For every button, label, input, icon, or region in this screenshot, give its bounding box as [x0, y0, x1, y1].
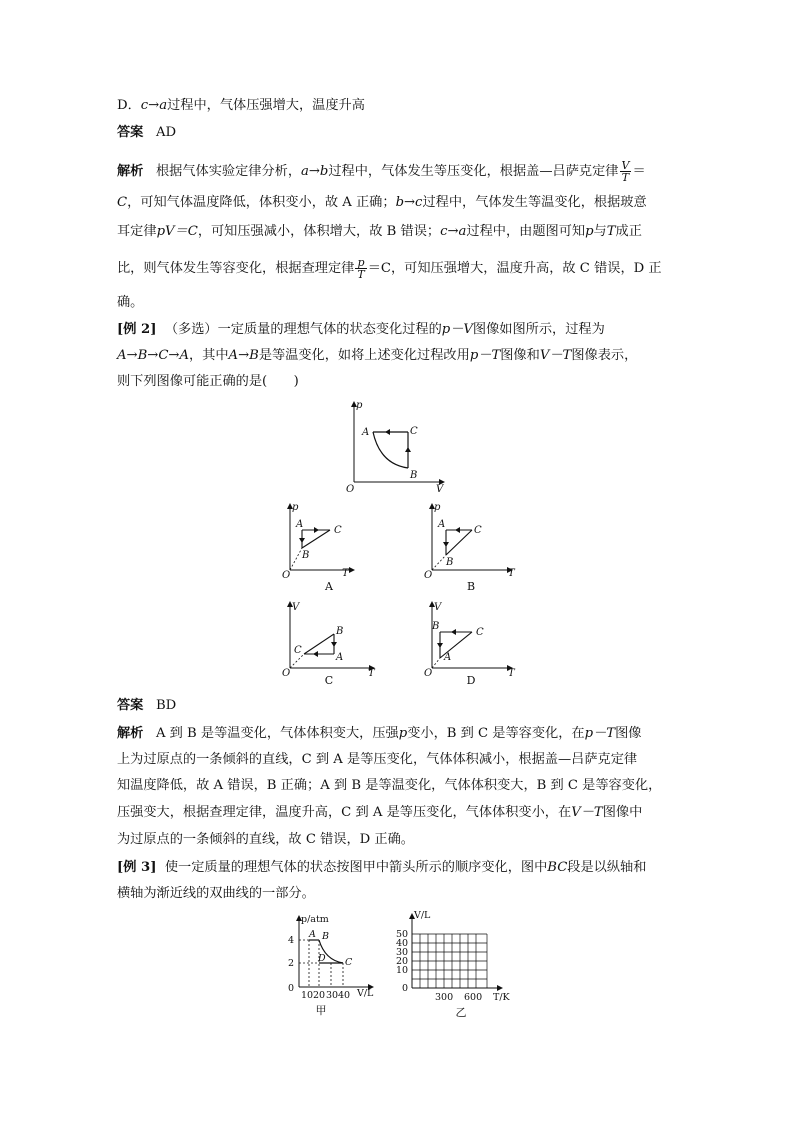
arrow-ca — [455, 527, 460, 533]
xlabel: T/K — [493, 992, 510, 1003]
label-3: A — [336, 652, 344, 663]
example-3-line-2: 横轴为渐近线的双曲线的一部分。 — [117, 886, 315, 901]
arrow-ba — [331, 642, 337, 647]
figure-option-b — [424, 500, 519, 581]
point-a: A — [309, 929, 316, 940]
ylabel: V/L — [414, 910, 431, 921]
analysis-2-line-4: 压强变大，根据查理定律，温度升高，C 到 A 是等压变化，气体体积变小，在V－T图像中 — [117, 805, 643, 820]
arrow-ac — [313, 651, 318, 657]
analysis-1-line-2: C，可知气体温度降低，体积变小，故 A 正确；b→c过程中，气体发生等温变化，根据玻意 — [117, 195, 647, 210]
xtick-10: 10 — [301, 990, 314, 1001]
arrow-ca — [314, 527, 319, 533]
origin-label: O — [282, 668, 291, 679]
grid — [412, 934, 487, 988]
label-2: C — [476, 627, 484, 638]
axis-label-p: p — [356, 400, 363, 411]
label-3: C — [474, 525, 482, 536]
ytick-2: 2 — [288, 958, 295, 969]
figure-option-c — [282, 598, 377, 679]
ytick-0: 0 — [288, 983, 295, 994]
arrow-b-to-c — [405, 447, 411, 452]
label-2: B — [446, 557, 454, 568]
analysis-2-line-1: 解析 A 到 B 是等温变化，气体体积变大，压强p变小，B 到 C 是等容变化，在p－T图像 — [117, 726, 642, 741]
option-d: D．c→a过程中，气体压强增大，温度升高 — [117, 98, 365, 113]
caption-b: B — [466, 580, 476, 593]
xlabel: V/L — [357, 988, 374, 999]
axis-label-v: V — [434, 602, 442, 613]
ytick-30: 30 — [396, 947, 409, 958]
point-c: C — [410, 426, 418, 437]
label-2: B — [336, 626, 344, 637]
dashed-extension — [290, 654, 304, 668]
answer-2: 答案 BD — [117, 698, 177, 713]
point-a: A — [362, 427, 370, 438]
figure-pv-main — [340, 398, 450, 493]
origin-label: O — [346, 484, 355, 495]
answer-1: 答案 AD — [117, 125, 177, 140]
example-3-line-1: [例 3] 使一定质量的理想气体的状态按图甲中箭头所示的顺序变化，图中BC段是以纵轴和 — [117, 860, 647, 875]
origin-label: O — [424, 570, 433, 581]
arrow-c-to-a — [385, 429, 390, 435]
point-c: C — [345, 957, 353, 968]
analysis-2-line-5: 为过原点的一条倾斜的直线，故 C 错误，D 正确。 — [117, 832, 414, 847]
label-3: A — [444, 652, 452, 663]
analysis-1-line-1: 解析 根据气体实验定律分析，a→b过程中，气体发生等压变化，根据盖—吕萨克定律 $\frac{V}{T}$ ＝ — [117, 159, 646, 184]
ytick-20: 20 — [396, 956, 409, 967]
label-1: A — [438, 519, 446, 530]
ylabel: p/atm — [301, 914, 329, 925]
analysis-2-line-2: 上为过原点的一条倾斜的直线，C 到 A 是等压变化，气体体积减小，根据盖—吕萨克定律 — [117, 752, 638, 767]
line-bc — [446, 530, 472, 555]
caption-a: A — [325, 580, 333, 593]
arrow-cb — [451, 629, 456, 635]
axis-label-v: V — [292, 602, 300, 613]
fraction-v-over-t: $\frac{V}{T}$ — [621, 159, 630, 184]
axis-label-p: p — [292, 502, 299, 513]
axis-label-t: T — [342, 568, 349, 579]
arrow-ab — [443, 542, 449, 547]
axis-label-v: V — [436, 484, 444, 495]
label-2: B — [302, 550, 310, 561]
xtick-30: 30 — [326, 990, 339, 1001]
caption-d: D — [466, 674, 476, 687]
ytick-10: 10 — [396, 965, 409, 976]
arrow-ab — [299, 538, 305, 543]
ytick-50: 50 — [396, 929, 409, 940]
point-b: B — [322, 931, 329, 942]
ytick-40: 40 — [396, 938, 409, 949]
caption-yi: 乙 — [455, 1006, 467, 1019]
line-cb — [304, 634, 334, 654]
dashed-extension — [432, 658, 440, 668]
axis-label-t: T — [508, 568, 515, 579]
example-2-line-1: [例 2] （多选）一定质量的理想气体的状态变化过程的p－V图像如图所示，过程为 — [117, 322, 605, 337]
arrow-ba — [437, 643, 443, 648]
analysis-1-line-3: 耳定律pV＝C，可知压强减小，体积增大，故 B 错误；c→a过程中，由题图可知p与T成正 — [117, 224, 642, 239]
figure-option-a — [282, 500, 362, 581]
axis-label-t: T — [368, 668, 375, 679]
xtick-600: 600 — [464, 992, 483, 1003]
label-1: C — [294, 645, 302, 656]
example-2-line-2: A→B→C→A，其中A→B是等温变化，如将上述变化过程改用p－T图像和V－T图像表示， — [117, 348, 638, 363]
analysis-2-line-3: 知温度降低，故 A 错误，B 正确；A 到 B 是等温变化，气体体积变大，B 到 C 是等容变化， — [117, 778, 662, 793]
analysis-1-line-4: 比，则气体发生等容变化，根据查理定律 $\frac{p}{T}$ ＝C，可知压强增大，温度升高，故 C 错误，D 正 — [117, 256, 662, 281]
line-bc — [302, 530, 330, 548]
origin-label: O — [282, 570, 291, 581]
analysis-1-line-5: 确。 — [117, 295, 144, 310]
dashed-extension — [290, 548, 302, 570]
figure-yi — [390, 908, 515, 1006]
xtick-300: 300 — [435, 992, 454, 1003]
xtick-40: 40 — [338, 990, 351, 1001]
ytick-4: 4 — [288, 935, 295, 946]
label-3: C — [334, 525, 342, 536]
axis-label-t: T — [508, 668, 515, 679]
axis-label-p: p — [434, 502, 441, 513]
xtick-20: 20 — [313, 990, 326, 1001]
figure-jia — [285, 912, 380, 1002]
figure-option-d — [424, 598, 519, 679]
caption-jia: 甲 — [315, 1004, 327, 1017]
fraction-p-over-t: $\frac{p}{T}$ — [357, 256, 365, 281]
isotherm-curve — [373, 432, 408, 468]
caption-c: C — [324, 674, 334, 687]
label-1: B — [432, 621, 440, 632]
point-b: B — [410, 470, 418, 481]
ytick-0: 0 — [402, 983, 409, 994]
dashed-extension — [432, 555, 446, 570]
label-1: A — [296, 519, 304, 530]
example-2-line-3: 则下列图像可能正确的是( ) — [117, 374, 299, 389]
point-d: D — [318, 953, 326, 964]
origin-label: O — [424, 668, 433, 679]
